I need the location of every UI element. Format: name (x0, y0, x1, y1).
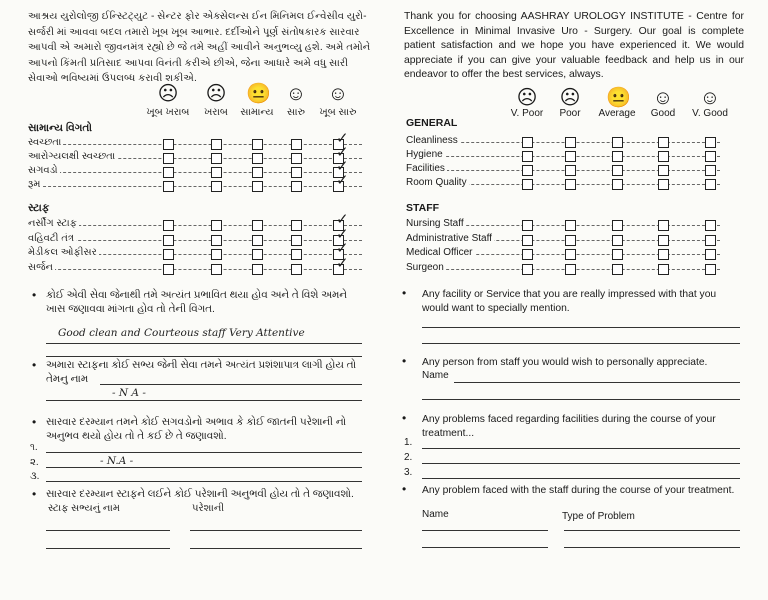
general-row-label: Cleanliness (406, 135, 458, 146)
rating-checkbox[interactable] (522, 137, 533, 148)
answer-line (454, 382, 740, 383)
general-row-label: Facilities (406, 163, 445, 174)
rating-checkbox[interactable] (163, 167, 174, 178)
poor-face-icon: ☹ (559, 87, 581, 109)
general-row-label: સગવડો (28, 165, 58, 176)
bullet-icon: • (402, 411, 407, 425)
rating-checkbox[interactable] (522, 151, 533, 162)
rating-checkbox[interactable] (211, 153, 222, 164)
answer-line (422, 343, 740, 344)
english-staff-title: STAFF (406, 202, 440, 214)
staff-row-label: Surgeon (406, 262, 444, 273)
english-question-4: Any problem faced with the staff during the course of your treatment. (422, 485, 735, 496)
rating-label: Poor (559, 108, 581, 119)
answer-line (422, 463, 740, 464)
bullet-icon: • (32, 358, 37, 372)
answer-line (46, 343, 362, 344)
dotted-leader (28, 144, 362, 145)
tick-mark-icon: ✓ (336, 239, 349, 257)
tick-mark-icon: ✓ (336, 225, 349, 243)
rating-checkbox[interactable] (522, 249, 533, 260)
rating-checkbox[interactable] (565, 179, 576, 190)
rating-checkbox[interactable] (565, 151, 576, 162)
answer-line (422, 478, 740, 479)
rating-checkbox[interactable] (252, 235, 263, 246)
tick-mark-icon: ✓ (336, 157, 349, 175)
list-number: 2. (404, 452, 413, 463)
rating-label: Average (598, 108, 636, 119)
answer-line (422, 530, 548, 531)
rating-checkbox[interactable] (705, 151, 716, 162)
answer-line (46, 356, 362, 357)
english-question-3: Any problems faced regarding facilities during the course of your treatment... (422, 414, 716, 439)
gujarati-question-1: કોઈ એવી સેવા જેનાથી તમે અત્યંત પ્રભાવિત થયા હોવ અને તે વિશે અમને ખાસ જણાવવા માંગતા હોવ તો તેની વિગત. (46, 290, 347, 315)
general-row-label: રૂમ (28, 179, 41, 190)
rating-checkbox[interactable] (705, 264, 716, 275)
rating-checkbox[interactable] (163, 264, 174, 275)
rating-label: ખરાબ (204, 107, 228, 118)
handwritten-answer-2: - N A - (112, 387, 146, 399)
rating-checkbox[interactable] (522, 264, 533, 275)
rating-label: V. Good (692, 108, 728, 119)
very-good-face-icon: ☺ (699, 87, 721, 109)
staff-row-label: Medical Officer (406, 247, 473, 258)
answer-line (46, 467, 362, 468)
answer-line (46, 400, 362, 401)
tick-mark-icon: ✓ (336, 171, 349, 189)
answer-line (46, 548, 170, 549)
tick-mark-icon: ✓ (336, 254, 349, 272)
dotted-leader (406, 170, 720, 171)
staff-row-label: Administrative Staff (406, 233, 492, 244)
rating-checkbox[interactable] (612, 165, 623, 176)
rating-checkbox[interactable] (658, 137, 669, 148)
handwritten-answer-1: Good clean and Courteous staff Very Attentive (58, 327, 305, 339)
english-page (384, 0, 768, 600)
rating-checkbox[interactable] (291, 167, 302, 178)
english-name-label: Name (422, 370, 449, 381)
rating-checkbox[interactable] (211, 264, 222, 275)
dotted-leader (28, 240, 362, 241)
rating-checkbox[interactable] (211, 220, 222, 231)
answer-line (422, 399, 740, 400)
rating-checkbox[interactable] (252, 249, 263, 260)
list-number: ૩. (30, 471, 40, 482)
rating-checkbox[interactable] (612, 151, 623, 162)
rating-checkbox[interactable] (291, 181, 302, 192)
rating-checkbox[interactable] (612, 264, 623, 275)
list-number: ૧. (30, 442, 38, 453)
answer-line (422, 327, 740, 328)
answer-line (422, 448, 740, 449)
general-row-label: આરોગ્યલક્ષી સ્વચ્છતા (28, 151, 116, 162)
handwritten-answer-3: - N.A - (100, 455, 134, 467)
staff-row-label: Nursing Staff (406, 218, 464, 229)
rating-checkbox[interactable] (705, 137, 716, 148)
answer-line (564, 530, 740, 531)
rating-checkbox[interactable] (612, 179, 623, 190)
rating-checkbox[interactable] (211, 167, 222, 178)
rating-label: ખૂબ સારુ (319, 107, 357, 118)
rating-checkbox[interactable] (565, 220, 576, 231)
rating-label: ખૂબ ખરાબ (146, 107, 190, 118)
rating-checkbox[interactable] (658, 249, 669, 260)
answer-line (190, 530, 362, 531)
rating-checkbox[interactable] (705, 165, 716, 176)
dotted-leader (406, 269, 720, 270)
rating-checkbox[interactable] (658, 179, 669, 190)
average-face-icon: 😐 (246, 83, 271, 105)
rating-checkbox[interactable] (163, 181, 174, 192)
staff-row-label: નર્સીંગ સ્ટાફ (28, 218, 77, 229)
rating-checkbox[interactable] (252, 139, 263, 150)
rating-checkbox[interactable] (163, 139, 174, 150)
rating-checkbox[interactable] (612, 249, 623, 260)
rating-checkbox[interactable] (612, 235, 623, 246)
gujarati-question-2: અમારા સ્ટાફના કોઈ સભ્ય જેની સેવા તમને અત્યંત પ્રશંશાપાત્ર લાગી હોય તો તેમનુ નામ (46, 360, 357, 385)
bullet-icon: • (32, 487, 37, 501)
good-face-icon: ☺ (285, 83, 307, 105)
rating-checkbox[interactable] (705, 249, 716, 260)
gujarati-intro: આશ્રય યુરોલોજી ઈન્સ્ટિટ્યુટ - સેન્ટર ફોર એક્સેલન્સ ઈન મિનિમલ ઈન્વેસીવ યુરો-સર્જરી માં આવવા બદલ તમારો ખૂબ ખૂબ આભાર. દર્દીઓને પૂર્ણ સંતોષકારક સારવાર આપવી એ અમારો જીવનમંત્ર રહ્યો છે જે તમે અહીં આવીને અનુભવ્યુ હશે. અમે તમોને આપનો કિંમતી પ્રતિસાદ આપવા વિનંતી કરીએ છીએ, જેના આધારે અમે વધુ સારી સેવાઓ ભવિષ્યમાં ઉપલબ્ધ કરાવી શકીએ. (28, 11, 371, 84)
rating-checkbox[interactable] (658, 235, 669, 246)
rating-checkbox[interactable] (705, 235, 716, 246)
rating-checkbox[interactable] (291, 139, 302, 150)
bullet-icon: • (402, 482, 407, 496)
average-face-icon: 😐 (606, 87, 631, 109)
english-question-2: Any person from staff you would wish to personally appreciate. (422, 357, 708, 368)
rating-checkbox[interactable] (252, 181, 263, 192)
good-face-icon: ☺ (652, 87, 674, 109)
staff-row-label: મેડીકલ ઓફીસર (28, 247, 97, 258)
rating-checkbox[interactable] (291, 249, 302, 260)
rating-checkbox[interactable] (705, 179, 716, 190)
rating-checkbox[interactable] (658, 151, 669, 162)
rating-checkbox[interactable] (163, 235, 174, 246)
english-question-1: Any facility or Service that you are really impressed with that you would want to specially mention. (422, 289, 717, 314)
staff-row-label: વહિવટી તંત્ર (28, 233, 75, 244)
rating-checkbox[interactable] (565, 165, 576, 176)
english-staff-name-header: Name (422, 509, 449, 520)
tick-mark-icon: ✓ (336, 210, 349, 228)
rating-checkbox[interactable] (565, 264, 576, 275)
dotted-leader (406, 156, 720, 157)
rating-checkbox[interactable] (612, 220, 623, 231)
rating-checkbox[interactable] (522, 179, 533, 190)
bullet-icon: • (402, 354, 407, 368)
very-good-face-icon: ☺ (327, 83, 349, 105)
gujarati-staff-name-header: સ્ટાફ સભ્યનું નામ (48, 503, 120, 514)
poor-face-icon: ☹ (205, 83, 227, 105)
answer-line (190, 548, 362, 549)
english-intro: Thank you for choosing AASHRAY UROLOGY INSTITUTE - Centre for Excellence in Minimal Invasive Uro - Surgery. Our goal is complete patient satisfaction and we hope you have experienced it. We would appreciate if you can give your valuable feedback and help us in our endeavor to offer the best services, always. (404, 11, 744, 80)
staff-row-label: સર્જન (28, 262, 54, 273)
rating-label: સારુ (287, 107, 305, 118)
list-number: ૨. (30, 457, 39, 468)
answer-line (422, 547, 548, 548)
general-row-label: Room Quality (406, 177, 467, 188)
rating-checkbox[interactable] (252, 220, 263, 231)
rating-checkbox[interactable] (291, 235, 302, 246)
rating-checkbox[interactable] (252, 153, 263, 164)
bullet-icon: • (32, 288, 37, 302)
answer-line (46, 481, 362, 482)
list-number: 3. (404, 467, 413, 478)
rating-checkbox[interactable] (658, 165, 669, 176)
dotted-leader (28, 269, 362, 270)
rating-label: V. Poor (510, 108, 544, 119)
tick-mark-icon: ✓ (336, 143, 349, 161)
rating-label: Good (650, 108, 676, 119)
rating-checkbox[interactable] (211, 139, 222, 150)
rating-checkbox[interactable] (705, 220, 716, 231)
rating-checkbox[interactable] (291, 220, 302, 231)
rating-checkbox[interactable] (522, 220, 533, 231)
rating-checkbox[interactable] (163, 153, 174, 164)
rating-checkbox[interactable] (163, 249, 174, 260)
rating-checkbox[interactable] (522, 165, 533, 176)
gujarati-staff-title: સ્ટાફ (28, 202, 50, 214)
rating-checkbox[interactable] (252, 167, 263, 178)
rating-checkbox[interactable] (291, 264, 302, 275)
dotted-leader (28, 186, 362, 187)
gujarati-question-3: સારવાર દરમ્યાન તમને કોઈ સગવડોનો અભાવ કે કોઈ જાતની પરેશાની નો અનુભવ થયો હોય તો તે કઈ છે તે જણાવશો. (46, 417, 347, 442)
rating-label: સામાન્ય (240, 107, 274, 118)
rating-checkbox[interactable] (565, 137, 576, 148)
very-poor-face-icon: ☹ (157, 83, 179, 105)
very-poor-face-icon: ☹ (516, 87, 538, 109)
rating-checkbox[interactable] (211, 249, 222, 260)
answer-line (564, 547, 740, 548)
rating-checkbox[interactable] (252, 264, 263, 275)
rating-checkbox[interactable] (211, 181, 222, 192)
gujarati-general-title: સામાન્ય વિગતો (28, 122, 93, 134)
rating-checkbox[interactable] (522, 235, 533, 246)
answer-line (46, 530, 170, 531)
rating-checkbox[interactable] (163, 220, 174, 231)
bullet-icon: • (32, 415, 37, 429)
general-row-label: Hygiene (406, 149, 443, 160)
english-problem-header: Type of Problem (562, 511, 635, 522)
general-row-label: સ્વચ્છતા (28, 137, 62, 148)
answer-line (46, 452, 362, 453)
english-general-title: GENERAL (406, 117, 458, 129)
dotted-leader (28, 172, 362, 173)
rating-checkbox[interactable] (211, 235, 222, 246)
rating-checkbox[interactable] (612, 137, 623, 148)
tick-mark-icon: ✓ (336, 129, 349, 147)
gujarati-question-4: સારવાર દરમ્યાન સ્ટાફને લઈને કોઈ પરેશાની અનુભવી હોય તો તે જણાવશો. (46, 489, 354, 500)
rating-checkbox[interactable] (658, 220, 669, 231)
rating-checkbox[interactable] (291, 153, 302, 164)
list-number: 1. (404, 437, 413, 448)
gujarati-problem-header: પરેશાની (192, 503, 225, 514)
bullet-icon: • (402, 286, 407, 300)
rating-checkbox[interactable] (658, 264, 669, 275)
rating-checkbox[interactable] (565, 235, 576, 246)
answer-line (100, 384, 362, 385)
rating-checkbox[interactable] (565, 249, 576, 260)
